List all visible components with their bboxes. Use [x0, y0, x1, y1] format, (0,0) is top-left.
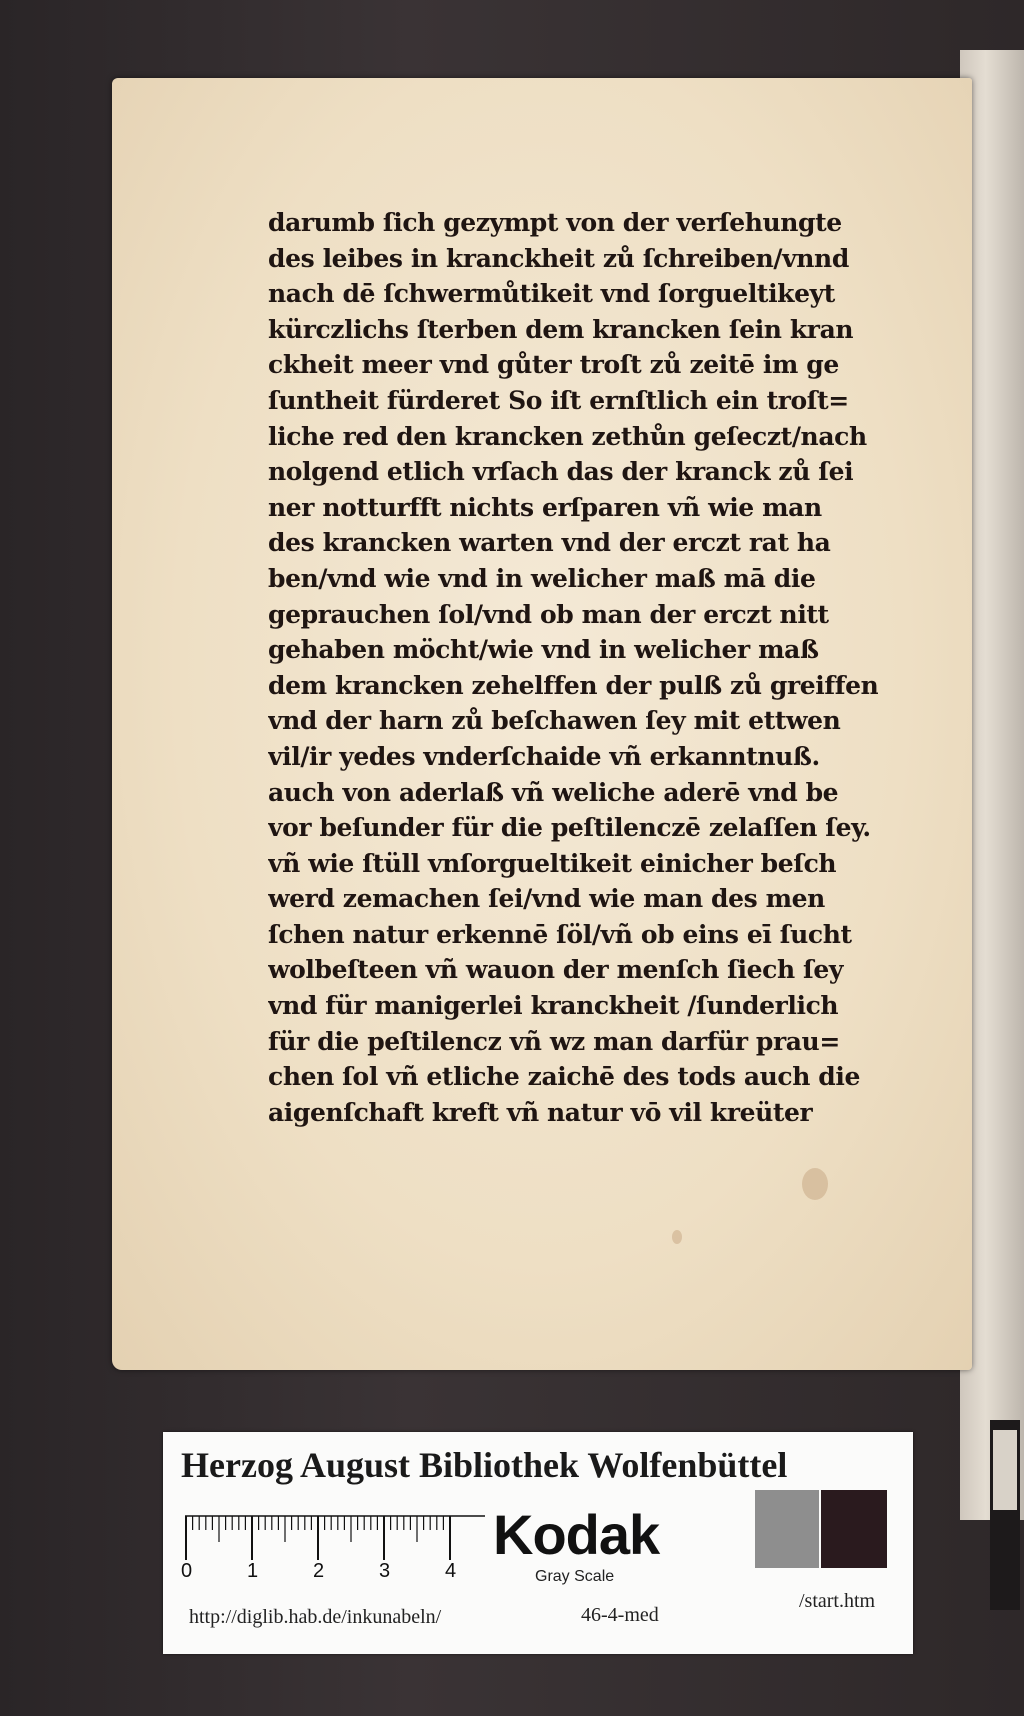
printed-text-block: [268, 205, 878, 1130]
text-line: ſuntheit fürderet So iſt ernſtlich ein troſt=: [268, 385, 849, 415]
text-line: ſchen natur erkennē ſöl/vñ ob eins eī ſucht: [268, 919, 852, 949]
color-target-card: [163, 1432, 913, 1654]
text-line: nolgend etlich vrſach das der kranck zů ſei: [268, 457, 854, 487]
text-line: ckheit meer vnd gůter troſt zů zeitē im ge: [268, 350, 839, 380]
kodak-gray-scale: [493, 1502, 743, 1602]
text-line: des leibes in kranckheit zů ſchreiben/vnnd: [268, 243, 849, 273]
text-line: nach dē ſchwermůtikeit vnd ſorgueltikeyt: [268, 279, 835, 309]
gray-swatch: [755, 1490, 819, 1568]
ruler-number: 2: [313, 1560, 325, 1582]
ruler-number: 4: [445, 1560, 457, 1582]
ruler-scale: [185, 1512, 485, 1564]
text-line: vnd der harn zů beſchawen ſey mit ettwen: [268, 706, 841, 736]
shelf-label: [993, 1430, 1017, 1510]
text-line: vñ wie ſtüll vnſorgueltikeit einicher beſch: [268, 848, 837, 878]
text-line: darumb ſich gezympt von der verſehungte: [268, 208, 842, 237]
text-line: vnd für manigerlei kranckheit /ſunderlich: [268, 991, 839, 1021]
library-title: Herzog August Bibliothek Wolfenbüttel: [181, 1445, 788, 1485]
shelfmark-code: 46-4-med: [581, 1604, 659, 1626]
text-line: aigenſchaft kreft vñ natur vō vil kreüter: [268, 1097, 813, 1127]
text-line: chen ſol vñ etliche zaichē des tods auch die: [268, 1062, 860, 1092]
ruler-number: 0: [181, 1560, 193, 1582]
kodak-logo: Kodak: [493, 1503, 660, 1566]
text-line: ben/vnd wie vnd in welicher maß mā die: [268, 563, 816, 593]
text-line: geprauchen ſol/vnd ob man der erczt nitt: [268, 599, 829, 629]
text-line: kürczlichs ſterben dem krancken ſein kran: [268, 314, 854, 344]
text-line: wolbeſteen vñ wauon der menſch ſiech ſey: [268, 955, 844, 985]
text-line: liche red den krancken zethůn geſeczt/nach: [268, 421, 867, 451]
text-line: gehaben möcht/wie vnd in welicher maß: [268, 635, 819, 665]
digital-library-url: http://diglib.hab.de/inkunabeln/: [189, 1606, 442, 1628]
text-line: des krancken warten vnd der erczt rat ha: [268, 528, 831, 558]
gray-scale-label: Gray Scale: [535, 1568, 615, 1585]
text-line: auch von aderlaß vñ weliche aderē vnd be: [268, 777, 839, 807]
text-line: vil/ir yedes vnderſchaide vñ erkanntnuß.: [268, 741, 820, 771]
text-line: vor beſunder für die peſtilenczē zelaſſen ſey.: [268, 813, 871, 843]
text-line: dem krancken zehelffen der pulß zů greiffen: [268, 670, 878, 700]
text-line: werd zemachen ſei/vnd wie man des men: [268, 884, 825, 914]
text-line: ner notturfft nichts erſparen vñ wie man: [268, 492, 822, 522]
ruler-number: 3: [379, 1560, 391, 1582]
ruler-number: 1: [247, 1560, 259, 1582]
ruler-numbers: [181, 1560, 485, 1586]
page-stain: [672, 1230, 682, 1244]
start-page-url: /start.htm: [799, 1590, 876, 1612]
dark-swatch: [821, 1490, 887, 1568]
page-stain: [802, 1168, 828, 1200]
text-line: für die peſtilencz vñ wz man darfür prau=: [268, 1026, 840, 1056]
